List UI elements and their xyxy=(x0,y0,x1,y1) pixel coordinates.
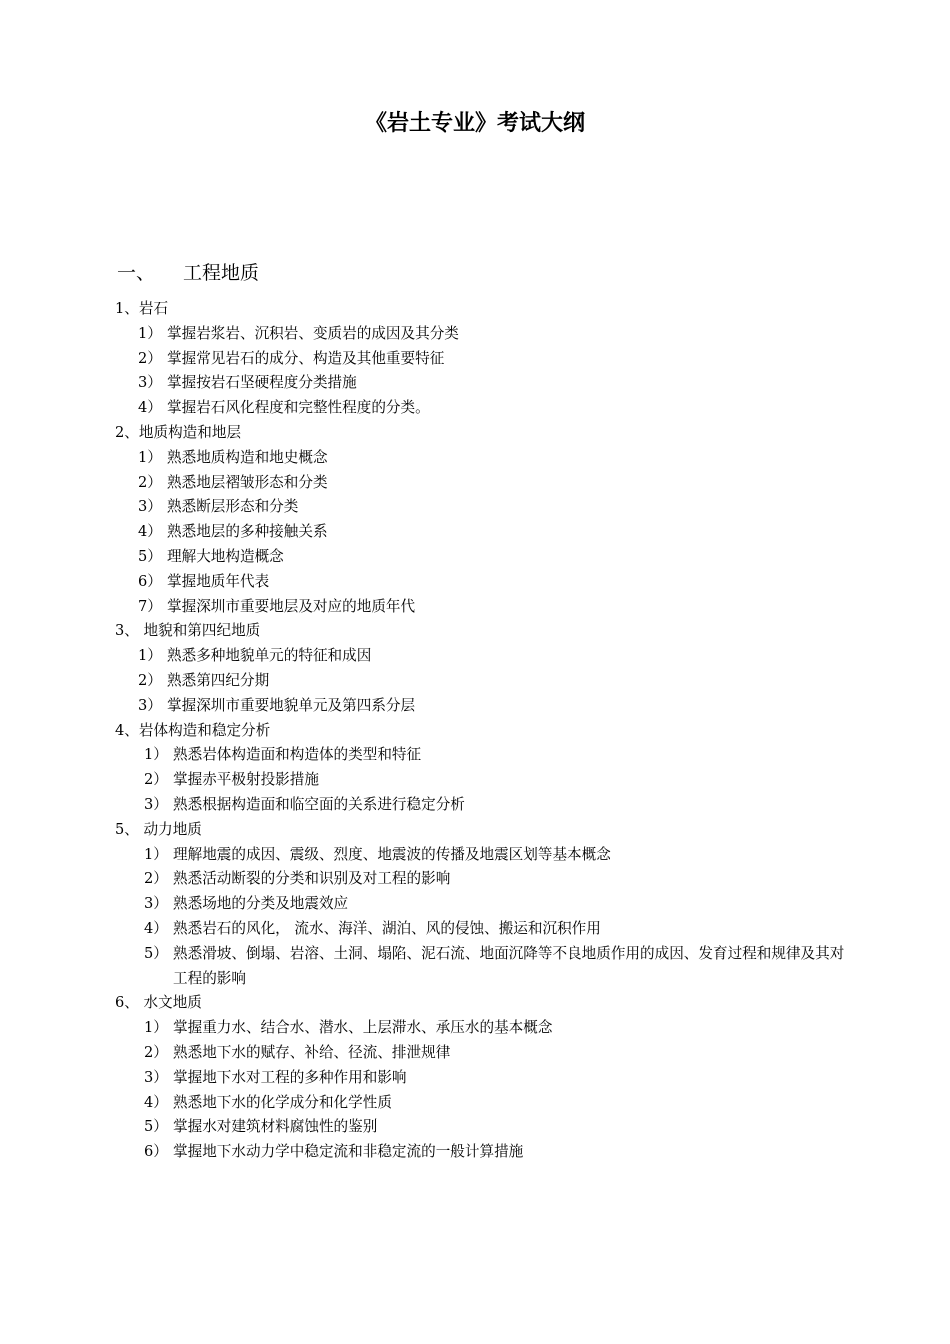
item-number: 5） xyxy=(144,944,168,962)
item-text: 熟悉地层褶皱形态和分类 xyxy=(167,473,328,491)
syllabus-outline xyxy=(115,297,855,1165)
item-number: 5） xyxy=(144,1118,168,1136)
list-item xyxy=(115,396,855,421)
section-heading xyxy=(117,258,259,288)
category-heading: 5、 动力地质 xyxy=(115,820,202,838)
item-text: 掌握岩浆岩、沉积岩、变质岩的成因及其分类 xyxy=(167,324,459,342)
item-text: 掌握重力水、结合水、潜水、上层滞水、承压水的基本概念 xyxy=(173,1019,553,1037)
list-item xyxy=(115,1066,855,1091)
item-number: 4） xyxy=(144,919,168,937)
item-text: 掌握水对建筑材料腐蚀性的鉴别 xyxy=(173,1118,378,1136)
category-heading: 3、 地貌和第四纪地质 xyxy=(115,622,261,640)
list-item xyxy=(115,867,855,892)
list-item xyxy=(115,495,855,520)
item-text: 熟悉根据构造面和临空面的关系进行稳定分析 xyxy=(173,795,465,813)
item-text: 熟悉多种地貌单元的特征和成因 xyxy=(167,647,372,665)
category-heading: 1、岩石 xyxy=(115,300,169,317)
section-number: 一、 xyxy=(117,262,156,284)
item-number: 4） xyxy=(144,1093,168,1111)
item-number: 2） xyxy=(144,771,168,789)
item-text: 掌握深圳市重要地层及对应的地质年代 xyxy=(167,597,416,615)
item-number: 4） xyxy=(138,399,162,417)
item-text: 掌握地下水动力学中稳定流和非稳定流的一般计算措施 xyxy=(173,1143,524,1161)
item-text: 熟悉地下水的化学成分和化学性质 xyxy=(173,1093,392,1111)
list-item xyxy=(115,644,855,669)
item-text: 掌握常见岩石的成分、构造及其他重要特征 xyxy=(167,349,445,367)
item-number: 2） xyxy=(138,473,162,491)
item-number: 3） xyxy=(144,1068,168,1086)
item-text: 掌握岩石风化程度和完整性程度的分类。 xyxy=(167,399,430,417)
item-number: 2） xyxy=(138,671,162,689)
list-item xyxy=(115,768,855,793)
item-number: 1） xyxy=(144,845,168,863)
item-text: 掌握地质年代表 xyxy=(167,572,270,590)
item-text: 掌握深圳市重要地貌单元及第四系分层 xyxy=(167,696,416,714)
category-heading: 4、岩体构造和稳定分析 xyxy=(115,721,271,739)
item-text: 掌握地下水对工程的多种作用和影响 xyxy=(173,1068,407,1086)
list-item xyxy=(115,669,855,694)
item-number: 2） xyxy=(138,349,162,367)
item-number: 3） xyxy=(144,795,168,813)
list-item xyxy=(115,1016,855,1041)
item-text: 熟悉地质构造和地史概念 xyxy=(167,448,328,466)
list-item xyxy=(115,322,855,347)
list-item xyxy=(115,917,855,942)
item-number: 1） xyxy=(138,324,162,342)
item-number: 2） xyxy=(144,870,168,888)
category-heading: 2、地质构造和地层 xyxy=(115,423,242,441)
item-text: 熟悉断层形态和分类 xyxy=(167,498,299,516)
list-item xyxy=(115,1041,855,1066)
list-item xyxy=(115,595,855,620)
list-item xyxy=(115,793,855,818)
item-text: 熟悉场地的分类及地震效应 xyxy=(173,895,349,913)
item-text: 熟悉活动断裂的分类和识别及对工程的影响 xyxy=(173,870,451,888)
list-item xyxy=(115,942,855,992)
list-item xyxy=(115,892,855,917)
item-number: 3） xyxy=(138,696,162,714)
list-item xyxy=(115,570,855,595)
item-number: 4） xyxy=(138,523,162,541)
list-item xyxy=(115,545,855,570)
list-item xyxy=(115,1091,855,1116)
item-number: 2） xyxy=(144,1043,168,1061)
item-number: 1） xyxy=(144,1019,168,1037)
category-heading: 6、 水文地质 xyxy=(115,994,202,1012)
item-text: 熟悉地层的多种接触关系 xyxy=(167,523,328,541)
list-item xyxy=(115,446,855,471)
page-title: 《岩土专业》考试大纲 xyxy=(364,111,585,136)
item-text: 熟悉岩石的风化， 流水、海洋、湖泊、风的侵蚀、搬运和沉积作用 xyxy=(173,919,601,937)
list-item xyxy=(115,743,855,768)
section-label: 工程地质 xyxy=(183,262,260,284)
item-number: 5） xyxy=(138,547,162,565)
list-item xyxy=(115,694,855,719)
list-item xyxy=(115,1115,855,1140)
item-number: 6） xyxy=(144,1143,168,1161)
item-text: 理解大地构造概念 xyxy=(167,547,284,565)
list-item xyxy=(115,347,855,372)
item-number: 1） xyxy=(138,448,162,466)
item-text: 理解地震的成因、震级、烈度、地震波的传播及地震区划等基本概念 xyxy=(173,845,611,863)
item-text: 熟悉第四纪分期 xyxy=(167,671,270,689)
item-text: 掌握赤平极射投影措施 xyxy=(173,771,319,789)
item-number: 6） xyxy=(138,572,162,590)
item-text: 熟悉地下水的赋存、补给、径流、排泄规律 xyxy=(173,1043,451,1061)
item-number: 1） xyxy=(138,647,162,665)
item-number: 1） xyxy=(144,746,168,764)
item-text: 熟悉岩体构造面和构造体的类型和特征 xyxy=(173,746,422,764)
list-item xyxy=(115,1140,855,1165)
list-item xyxy=(115,471,855,496)
item-number: 3） xyxy=(144,895,168,913)
item-text: 掌握按岩石坚硬程度分类措施 xyxy=(167,374,357,392)
item-number: 7） xyxy=(138,597,162,615)
list-item xyxy=(115,843,855,868)
item-number: 3） xyxy=(138,498,162,516)
item-text: 熟悉滑坡、倒塌、岩溶、土洞、塌陷、泥石流、地面沉降等不良地质作用的成因、发育过程和规律及其对工程的影响 xyxy=(173,944,845,987)
list-item xyxy=(115,520,855,545)
item-number: 3） xyxy=(138,374,162,392)
list-item xyxy=(115,371,855,396)
